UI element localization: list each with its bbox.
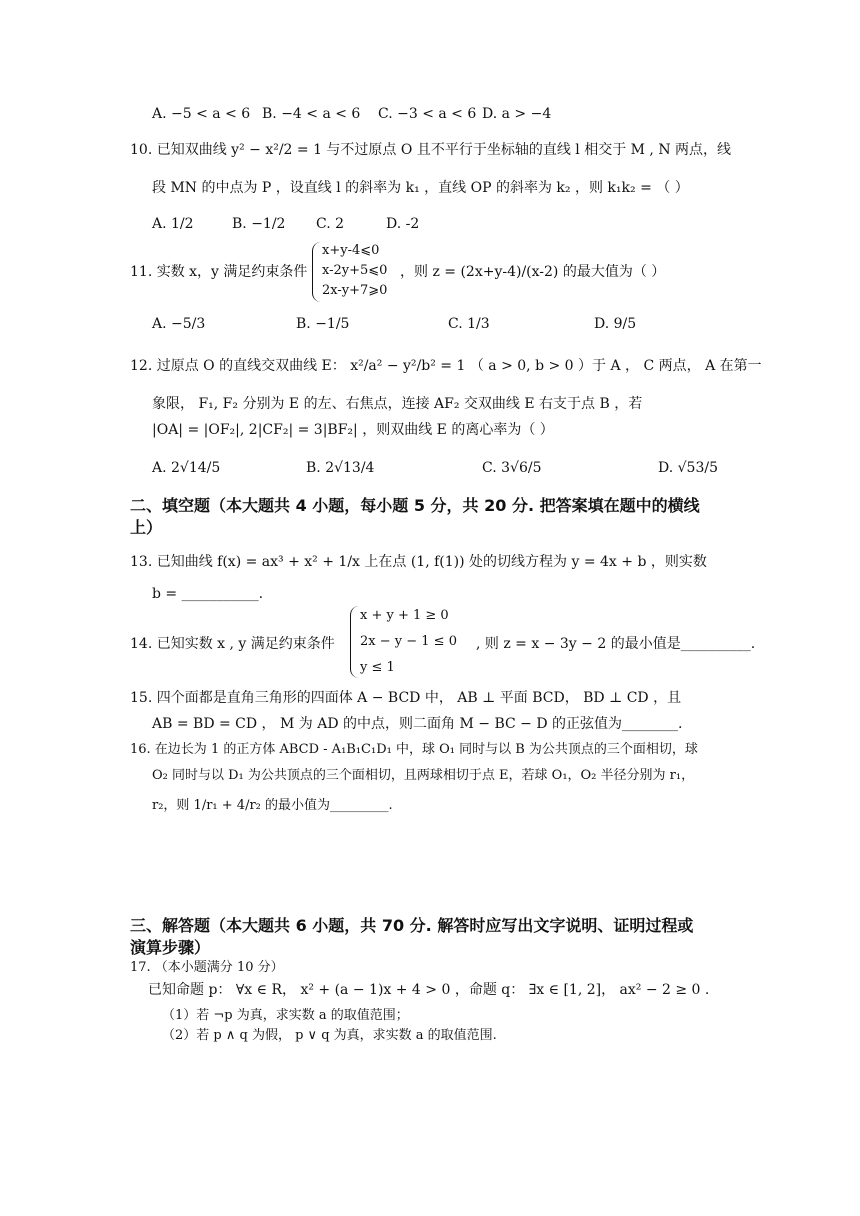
q10-line-2: 段 MN 的中点为 P ，设直线 l 的斜率为 k₁ ，直线 OP 的斜率为 k₂ ，则 k₁k₂ = （ ） — [152, 180, 689, 196]
q16-line-3: r₂，则 1/r₁ + 4/r₂ 的最小值为_________. — [152, 798, 393, 813]
q17-part-1: （1）若 ¬p 为真，求实数 a 的取值范围； — [162, 1008, 409, 1023]
q12-option-b: B. 2√13/4 — [306, 460, 375, 476]
q16-line-2: O₂ 同时与以 D₁ 为公共顶点的三个面相切，且两球相切于点 E，若球 O₁，O₂ 半径分别为 r₁， — [152, 768, 695, 783]
q10-option-c: C. 2 — [316, 216, 345, 232]
q12-line-3: |OA| = |OF₂|, 2|CF₂| = 3|BF₂| ，则双曲线 E 的离心率为（ ） — [152, 422, 554, 438]
q11-constraint-3: 2x-y+7⩾0 — [322, 283, 388, 298]
q13-line-1: 13. 已知曲线 f(x) = ax³ + x² + 1/x 上在点 (1, f(1)) 处的切线方程为 y = 4x + b ，则实数 — [130, 554, 707, 570]
q14-constraint-3: y ≤ 1 — [360, 660, 395, 675]
q9-option-d: D. a > −4 — [482, 106, 552, 122]
q14-constraint-2: 2x − y − 1 ≤ 0 — [360, 634, 457, 649]
q10-option-d: D. -2 — [386, 216, 420, 232]
q10-option-a: A. 1/2 — [152, 216, 194, 232]
q9-option-c: C. −3 < a < 6 — [378, 106, 477, 122]
q12-option-d: D. √53/5 — [658, 460, 718, 476]
q12-option-c: C. 3√6/5 — [482, 460, 542, 476]
q11-brace — [312, 242, 321, 302]
q11-prefix: 11. 实数 x，y 满足约束条件 — [130, 264, 308, 280]
q14-brace — [350, 606, 359, 678]
q17-header: 17. （本小题满分 10 分） — [130, 960, 284, 975]
q11-constraint-1: x+y-4⩽0 — [322, 243, 380, 258]
q14-prefix: 14. 已知实数 x , y 满足约束条件 — [130, 636, 335, 652]
q10-option-b: B. −1/2 — [232, 216, 286, 232]
q10-line-1: 10. 已知双曲线 y² − x²/2 = 1 与不过原点 O 且不平行于坐标轴的直线 l 相交于 M , N 两点，线 — [130, 142, 732, 158]
q9-option-b: B. −4 < a < 6 — [262, 106, 361, 122]
q17-part-2: （2）若 p ∧ q 为假， p ∨ q 为真，求实数 a 的取值范围. — [162, 1028, 497, 1043]
q11-option-b: B. −1/5 — [296, 316, 350, 332]
q15-line-2: AB = BD = CD ， M 为 AD 的中点，则二面角 M − BC − D 的正弦值为________. — [152, 716, 683, 732]
q11-option-d: D. 9/5 — [594, 316, 637, 332]
q11-option-c: C. 1/3 — [448, 316, 490, 332]
section-2-title-cont: 上） — [130, 518, 163, 537]
q15-line-1: 15. 四个面都是直角三角形的四面体 A − BCD 中， AB ⊥ 平面 BCD， BD ⊥ CD ，且 — [130, 690, 682, 706]
q17-statement: 已知命题 p： ∀x ∈ R， x² + (a − 1)x + 4 > 0 ，命题 q： ∃x ∈ [1, 2]， ax² − 2 ≥ 0 . — [148, 982, 710, 998]
q13-line-2: b = ___________. — [152, 586, 264, 602]
q12-line-1: 12. 过原点 O 的直线交双曲线 E： x²/a² − y²/b² = 1 （ a > 0, b > 0 ）于 A ， C 两点， A 在第一 — [130, 358, 762, 374]
q11-constraint-2: x-2y+5⩽0 — [322, 263, 388, 278]
q9-option-a: A. −5 < a < 6 — [152, 106, 251, 122]
q12-line-2: 象限， F₁, F₂ 分别为 E 的左、右焦点，连接 AF₂ 交双曲线 E 右支于点 B ，若 — [152, 396, 643, 412]
q11-suffix: ，则 z = (2x+y-4)/(x-2) 的最大值为（ ） — [400, 264, 666, 280]
q16-line-1: 16. 在边长为 1 的正方体 ABCD - A₁B₁C₁D₁ 中，球 O₁ 同时与以 B 为公共顶点的三个面相切，球 — [130, 742, 698, 757]
section-3-title: 三、解答题（本大题共 6 小题，共 70 分. 解答时应写出文字说明、证明过程或 — [130, 916, 694, 935]
q14-suffix: , 则 z = x − 3y − 2 的最小值是__________. — [476, 636, 756, 652]
q11-option-a: A. −5/3 — [152, 316, 206, 332]
q12-option-a: A. 2√14/5 — [152, 460, 221, 476]
section-3-title-cont: 演算步骤） — [130, 938, 211, 957]
section-2-title: 二、填空题（本大题共 4 小题，每小题 5 分，共 20 分. 把答案填在题中的横线 — [130, 496, 700, 515]
q14-constraint-1: x + y + 1 ≥ 0 — [360, 608, 449, 623]
